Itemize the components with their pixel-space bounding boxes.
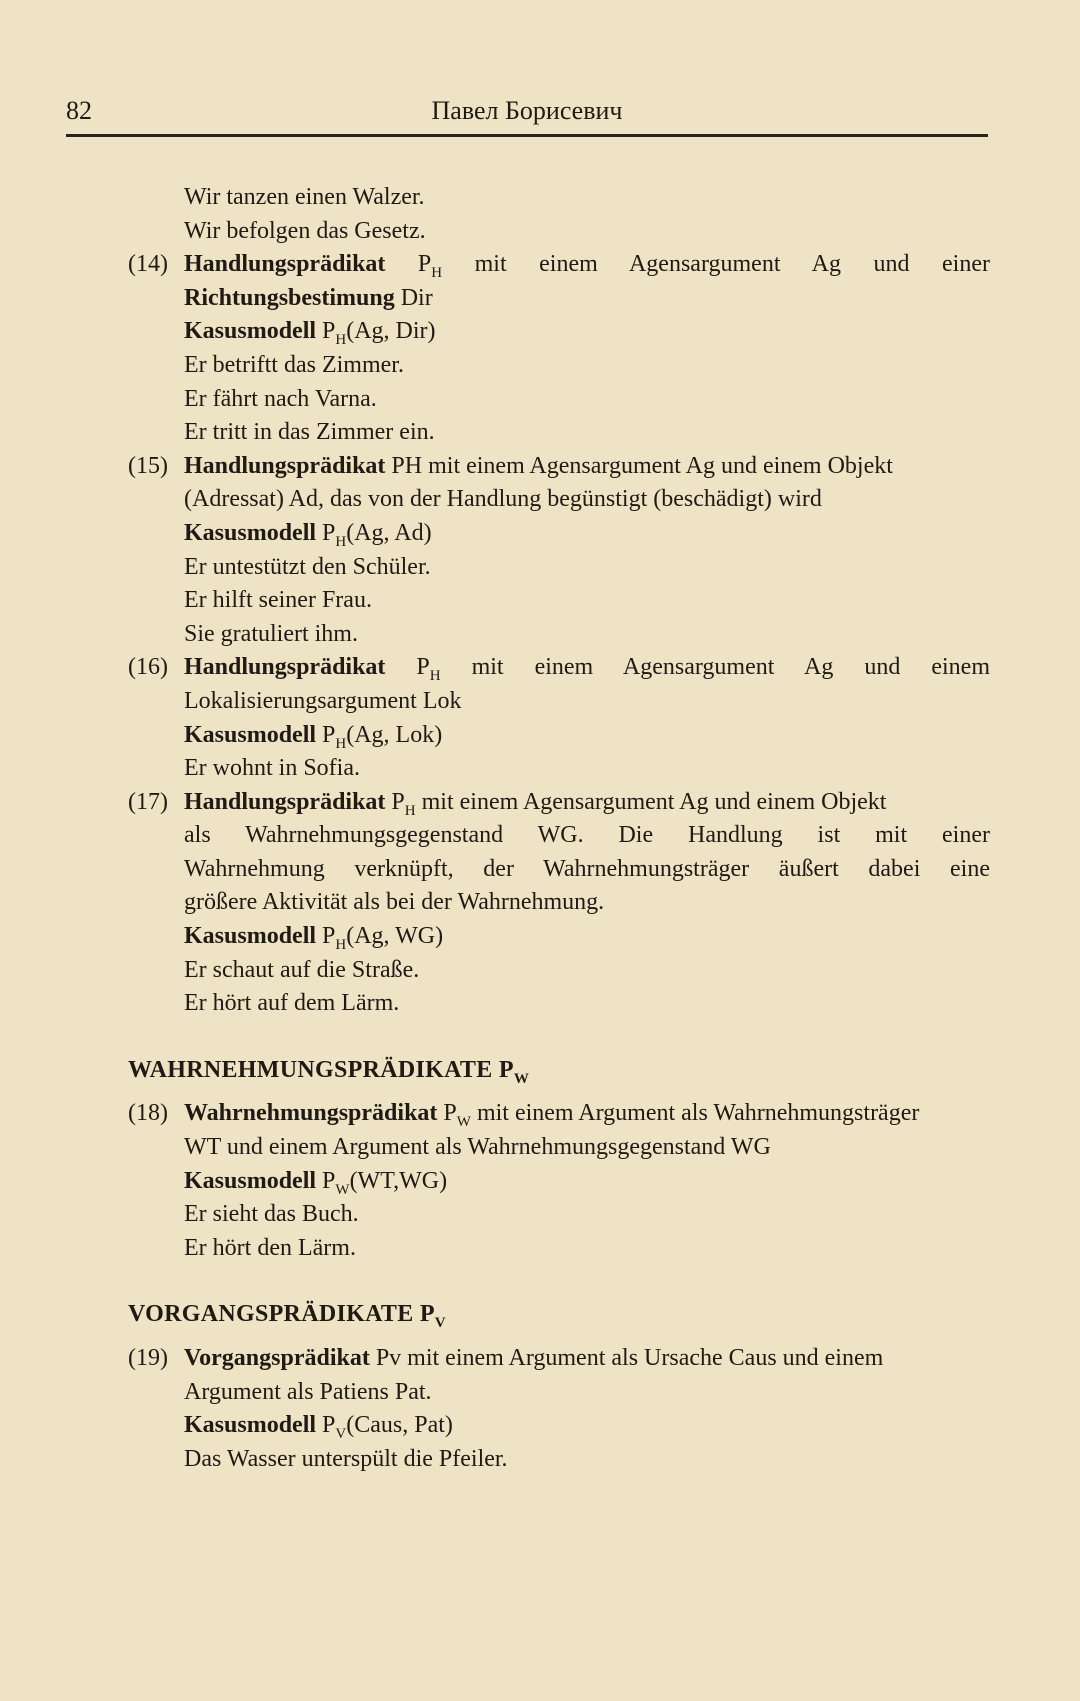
section-gap: [128, 1021, 990, 1054]
section-heading: VORGANGSPRÄDIKATE $P_V$: [128, 1301, 446, 1332]
example-line: Er sieht das Buch.: [184, 1201, 359, 1228]
entry-17-line-4: größere Aktivität als bei der Wahrnehmung.: [184, 889, 605, 916]
entry-number: (14): [128, 251, 168, 278]
example-line: Wir befolgen das Gesetz.: [184, 217, 426, 244]
case-model: Kasusmodell $P_H(Ag$, Dir): [184, 318, 436, 349]
example-line: Er hört den Lärm.: [184, 1234, 356, 1261]
case-model: Kasusmodell $P_H(Ag$, WG): [184, 923, 444, 954]
example-line: Er hilft seiner Frau.: [184, 587, 372, 614]
example-line: Sie gratuliert ihm.: [184, 620, 358, 647]
entry-19-line-2: Argument als Patiens Pat.: [184, 1378, 432, 1405]
example-line: Er hört auf dem Lärm.: [184, 990, 400, 1017]
running-title: Павел Борисевич: [431, 96, 623, 125]
entry-17-line-1: (17) Handlungsprädikat $P_H$ mit einem Agensargument Ag und einem Objekt: [128, 786, 990, 820]
case-model: Kasusmodell $P_H(Ag$, Ad): [184, 519, 432, 550]
page-number: 82: [66, 96, 92, 125]
case-model: Kasusmodell $P_V(Caus$, Pat): [184, 1412, 453, 1443]
entry-18-line-1: (18) Wahrnehmungsprädikat $P_W$ mit einem Argument als Wahrnehmungsträger: [128, 1097, 990, 1131]
section-gap: [128, 1265, 990, 1298]
entry-number: (16): [128, 654, 168, 681]
header-rule: [66, 134, 988, 137]
entry-number: (15): [128, 452, 168, 479]
page-body: [128, 181, 990, 1476]
example-line: Er wohnt in Sofia.: [184, 755, 360, 782]
case-model: Kasusmodell $P_W(WT,WG)$: [184, 1167, 448, 1198]
entry-14-line-2: Richtungsbestimung Dir: [184, 284, 433, 311]
example-line: Wir tanzen einen Walzer.: [184, 184, 425, 210]
page-header: [66, 96, 988, 130]
entry-16-line-1: (16) Handlungsprädikat $P_H$ mit einem Agensargument Ag und einem: [128, 651, 990, 685]
entry-15-line-1: (15) Handlungsprädikat PH mit einem Agensargument Ag und einem Objekt: [128, 450, 990, 484]
section-heading: WAHRNEHMUNGSPRÄDIKATE $P_W$: [128, 1056, 530, 1087]
entry-number: (18): [128, 1100, 168, 1127]
example-line: Er schaut auf die Straße.: [184, 956, 420, 983]
entry-18-line-2: WT und einem Argument als Wahrnehmungsgegenstand WG: [184, 1134, 771, 1161]
case-model: Kasusmodell $P_H(Ag$, Lok): [184, 721, 443, 752]
entry-16-line-2: Lokalisierungsargument Lok: [184, 687, 462, 714]
example-line: Er fährt nach Varna.: [184, 385, 377, 412]
entry-number: (19): [128, 1345, 168, 1371]
example-line: Er betriftt das Zimmer.: [184, 351, 404, 378]
example-line: Er untestützt den Schüler.: [184, 553, 431, 580]
entry-number: (17): [128, 788, 168, 815]
entry-17-line-3: Wahrnehmung verknüpft, der Wahrnehmungsträger äußert dabei eine: [184, 855, 990, 882]
example-line: Er tritt in das Zimmer ein.: [184, 419, 435, 446]
example-line: Das Wasser unterspült die Pfeiler.: [184, 1445, 508, 1472]
entry-19-line-1: (19) Vorgangsprädikat Pv mit einem Argument als Ursache Caus und einem: [128, 1342, 990, 1376]
entry-17-line-2: als Wahrnehmungsgegenstand WG. Die Handlung ist mit einer: [184, 822, 990, 849]
entry-14-line-1: (14) Handlungsprädikat $P_H$ mit einem Agensargument Ag und einer: [128, 248, 990, 282]
entry-15-line-2: (Adressat) Ad, das von der Handlung begünstigt (beschädigt) wird: [184, 486, 822, 513]
